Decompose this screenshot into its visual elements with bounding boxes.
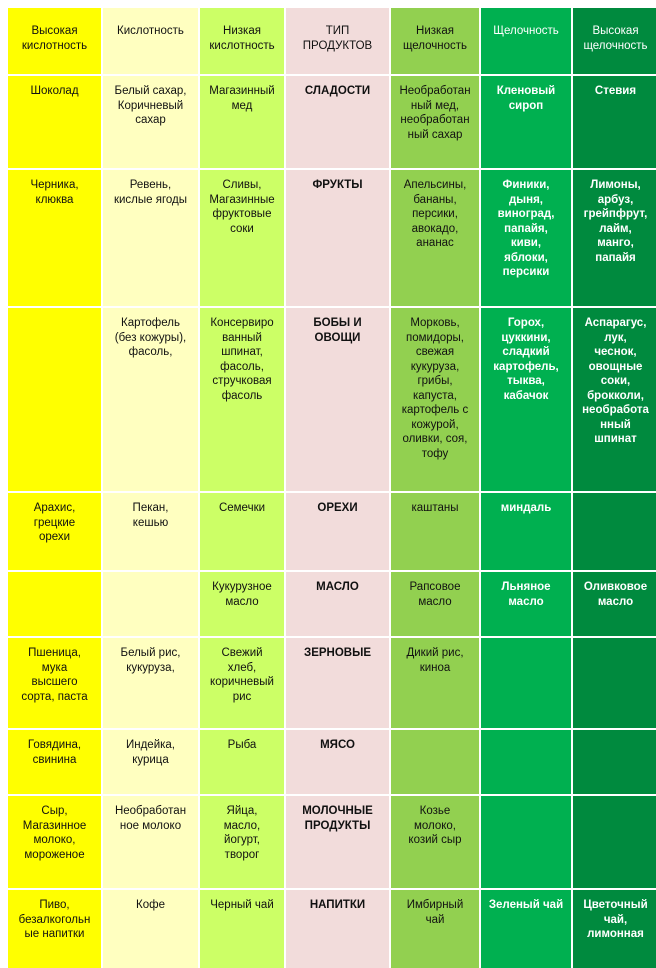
table-cell: Рапсовое масло bbox=[391, 572, 479, 636]
table-cell: Цветочный чай, лимонная bbox=[573, 890, 656, 968]
header-low-alkalinity: Низкая щелочность bbox=[391, 8, 479, 74]
table-cell bbox=[573, 493, 656, 570]
table-cell: Арахис, грецкие орехи bbox=[8, 493, 101, 570]
table-cell: миндаль bbox=[481, 493, 571, 570]
table-cell bbox=[8, 572, 101, 636]
table-cell: Кукурузное масло bbox=[200, 572, 284, 636]
table-cell: Пиво, безалкогольн ые напитки bbox=[8, 890, 101, 968]
header-low-acidity: Низкая кислотность bbox=[200, 8, 284, 74]
table-cell: Апельсины, бананы, персики, авокадо, ананас bbox=[391, 170, 479, 306]
table-cell: Морковь, помидоры, свежая кукуруза, грибы, капуста, картофель с кожурой, оливки, соя, тофу bbox=[391, 308, 479, 491]
table-cell: Сыр, Магазинное молоко, мороженое bbox=[8, 796, 101, 888]
table-cell: Льняное масло bbox=[481, 572, 571, 636]
table-cell: Лимоны, арбуз, грейпфрут, лайм, манго, папайя bbox=[573, 170, 656, 306]
header-high-acidity: Высокая кислотность bbox=[8, 8, 101, 74]
table-cell: Дикий рис, киноа bbox=[391, 638, 479, 728]
table-cell: Говядина, свинина bbox=[8, 730, 101, 794]
table-cell: Кофе bbox=[103, 890, 198, 968]
table-cell: Имбирный чай bbox=[391, 890, 479, 968]
table-cell: Финики, дыня, виноград, папайя, киви, яблоки, персики bbox=[481, 170, 571, 306]
table-cell: Рыба bbox=[200, 730, 284, 794]
table-cell: Яйца, масло, йогурт, творог bbox=[200, 796, 284, 888]
table-cell: Пшеница, мука высшего сорта, паста bbox=[8, 638, 101, 728]
product-type-cell: ОРЕХИ bbox=[286, 493, 389, 570]
table-cell: Кленовый сироп bbox=[481, 76, 571, 168]
product-type-cell: СЛАДОСТИ bbox=[286, 76, 389, 168]
table-cell: Козье молоко, козий сыр bbox=[391, 796, 479, 888]
table-cell bbox=[481, 796, 571, 888]
table-cell bbox=[573, 638, 656, 728]
table-cell: Белый сахар, Коричневый сахар bbox=[103, 76, 198, 168]
table-cell: Необработан ный мед, необработан ный сахар bbox=[391, 76, 479, 168]
table-cell: каштаны bbox=[391, 493, 479, 570]
table-cell: Черный чай bbox=[200, 890, 284, 968]
product-type-cell: ФРУКТЫ bbox=[286, 170, 389, 306]
product-type-cell: ЗЕРНОВЫЕ bbox=[286, 638, 389, 728]
table-cell bbox=[481, 638, 571, 728]
table-cell: Магазинный мед bbox=[200, 76, 284, 168]
table-cell bbox=[481, 730, 571, 794]
table-cell: Черника, клюква bbox=[8, 170, 101, 306]
table-cell: Зеленый чай bbox=[481, 890, 571, 968]
product-type-cell: НАПИТКИ bbox=[286, 890, 389, 968]
table-cell: Ревень, кислые ягоды bbox=[103, 170, 198, 306]
table-cell bbox=[573, 730, 656, 794]
table-cell: Индейка, курица bbox=[103, 730, 198, 794]
table-cell: Сливы, Магазинные фруктовые соки bbox=[200, 170, 284, 306]
product-type-cell: МОЛОЧНЫЕ ПРОДУКТЫ bbox=[286, 796, 389, 888]
header-alkalinity: Щелочность bbox=[481, 8, 571, 74]
header-high-alkalinity: Высокая щелочность bbox=[573, 8, 656, 74]
table-cell: Свежий хлеб, коричневый рис bbox=[200, 638, 284, 728]
acid-alkaline-food-table bbox=[8, 8, 650, 968]
table-cell bbox=[573, 796, 656, 888]
product-type-cell: МЯСО bbox=[286, 730, 389, 794]
table-cell bbox=[391, 730, 479, 794]
table-cell bbox=[8, 308, 101, 491]
table-cell: Шоколад bbox=[8, 76, 101, 168]
product-type-cell: МАСЛО bbox=[286, 572, 389, 636]
header-product-type: ТИП ПРОДУКТОВ bbox=[286, 8, 389, 74]
table-cell: Консервиро ванный шпинат, фасоль, стручковая фасоль bbox=[200, 308, 284, 491]
table-cell: Оливковое масло bbox=[573, 572, 656, 636]
table-cell: Аспарагус, лук, чеснок, овощные соки, брокколи, необработа нный шпинат bbox=[573, 308, 656, 491]
table-cell: Картофель (без кожуры), фасоль, bbox=[103, 308, 198, 491]
table-cell: Горох, цуккини, сладкий картофель, тыква, кабачок bbox=[481, 308, 571, 491]
table-cell bbox=[103, 572, 198, 636]
table-cell: Белый рис, кукуруза, bbox=[103, 638, 198, 728]
table-cell: Семечки bbox=[200, 493, 284, 570]
table-cell: Необработан ное молоко bbox=[103, 796, 198, 888]
table-cell: Пекан, кешью bbox=[103, 493, 198, 570]
product-type-cell: БОБЫ И ОВОЩИ bbox=[286, 308, 389, 491]
header-acidity: Кислотность bbox=[103, 8, 198, 74]
table-cell: Стевия bbox=[573, 76, 656, 168]
